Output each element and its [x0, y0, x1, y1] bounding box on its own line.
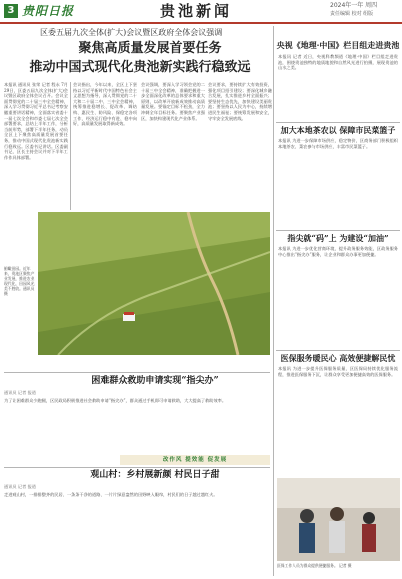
issue-date: 2024年一年 周四: [330, 2, 378, 9]
campaign-banner: 改作风 提效能 促发展: [120, 455, 270, 465]
right-column-divider: [273, 26, 274, 576]
story-divider: [276, 122, 400, 123]
byline: 通讯员 记者 报道: [4, 484, 36, 489]
medical-service-photo: [277, 478, 400, 561]
story-headline-relief: 困难群众救助申请实现“指尖办”: [91, 376, 219, 386]
editor-credits: 责任编辑 校对 组版: [330, 11, 374, 17]
lead-column-4: 会议要求，要持续扩大有效投资，强化项目招引建设；要深化城乡融合发展，扎实推进乡村全面振兴；要坚持生态优先，加快建设美丽贵池；要坚持以人民为中心，持续增进民生福祉；要统筹发展和安全，守牢安全发展底线。: [208, 82, 272, 121]
right-story-4: 本报讯 为进一步提升医保服务质量，区医保局持续优化服务流程，推进医保服务下沉，让群众享受更加便捷高效的医保服务。: [278, 366, 398, 377]
farmland-aerial-image: [38, 212, 270, 355]
lead-kicker: 区委五届九次全体(扩大)会议暨区政府全体会议强调: [40, 28, 223, 37]
people-photo-image: [277, 478, 400, 561]
right-headline-4: 医保服务暖民心 高效便捷解民忧: [280, 353, 396, 363]
section-title: 贵池新闻: [160, 2, 233, 20]
lead-column-2: 会议指出，今年以来，全区上下坚持以习近平新时代中国特色社会主义思想为指导，深入贯彻党的二十大和二十届二中、三中全会精神，统筹推进稳增长、促改革、调结构、惠民生、防风险、保稳定各项工作，经济运行稳中有进、稳中向好，高质量发展取得新成效。: [73, 82, 137, 127]
photo-caption: 医保工作人员为群众提供便捷服务。 记者 摄: [277, 563, 352, 568]
right-story-1: 本报讯 记者 近日，央视科教频道《地理·中国》栏目组走进贵池，围绕贵池独特的地质地貌和自然风光进行拍摄，展现贵池的山水之美。: [278, 54, 398, 71]
story-divider: [276, 230, 400, 231]
story-body-village: 走进观山村，一排排整齐的民居、一条条干净的道路、一片片绿意盎然的田野映入眼帘，村民们的日子越过越红火。: [4, 492, 218, 497]
lead-headline-1: 聚焦高质量发展首要任务: [78, 41, 222, 56]
right-story-3: 本报讯 为进一步优化营商环境，提升政务服务效能，区政务服务中心推出“指尖办”服务，让企业和群众办事更加便捷。: [278, 246, 398, 257]
farmland-photo: [38, 212, 270, 355]
section-divider: [4, 467, 270, 468]
page-number: 3: [4, 4, 18, 18]
story-divider: [276, 350, 400, 351]
right-headline-1: 央视《地理·中国》栏目组走进贵池: [276, 40, 400, 50]
story-body-relief: 为了让困难群众少跑腿，区民政局积极推进社会救助申请“指尖办”，群众通过手机即可申请救助，大大提高了救助效率。: [4, 398, 227, 403]
section-divider: [4, 372, 270, 373]
lead-column-1: 本报讯 通讯员 张荣 记者 程永 7月29日，区委五届九次全体(扩大)会议暨区政府全体会议召开。会议全面贯彻党的二十届三中全会精神，深入学习贯彻习近平总书记考察安徽重要讲话精神，全面落实省委十一届七次全会和市委七届七次全会部署要求，总结上半年工作，分析当前形势，部署下半年任务，动员全区上下聚焦高质量发展首要任务，推动中国式现代化贵池新实践行稳致远。区委书记讲话。区委副书记、区长主持会议并对下半年工作作具体部署。: [4, 82, 68, 160]
right-headline-2: 加大本地茶农以 保障市民菜篮子: [280, 125, 396, 135]
byline: 通讯员 记者 报道: [4, 390, 36, 395]
right-headline-3: 指尖就“码”上 为建设“加油”: [287, 233, 389, 243]
lead-headline-2: 推动中国式现代化贵池新实践行稳致远: [29, 60, 251, 75]
story-headline-village: 观山村：乡村展新颜 村民日子甜: [90, 470, 220, 480]
newspaper-logo: 贵阳日报: [22, 4, 75, 18]
column-divider: [70, 82, 71, 210]
right-story-2: 本报讯 为进一步保障市场供应，稳定物价，区商务部门积极组织本地茶农、菜农参与市场供应，丰富市民菜篮子。: [278, 138, 398, 149]
photo-caption: 俯瞰田园。近年来，贵池区聚焦产业发展，推进农业现代化，田园风光美不胜收。通讯员 摄: [4, 266, 35, 296]
lead-column-3: 会议强调，要深入学习领会党的二十届三中全会精神，准确把握进一步全面深化改革的总体要求和重大原则，以改革开放新成效推动高质量发展。要锚定目标不松劲，全力冲刺全年目标任务。要聚焦产业强区，加快构建现代化产业体系。: [141, 82, 205, 121]
